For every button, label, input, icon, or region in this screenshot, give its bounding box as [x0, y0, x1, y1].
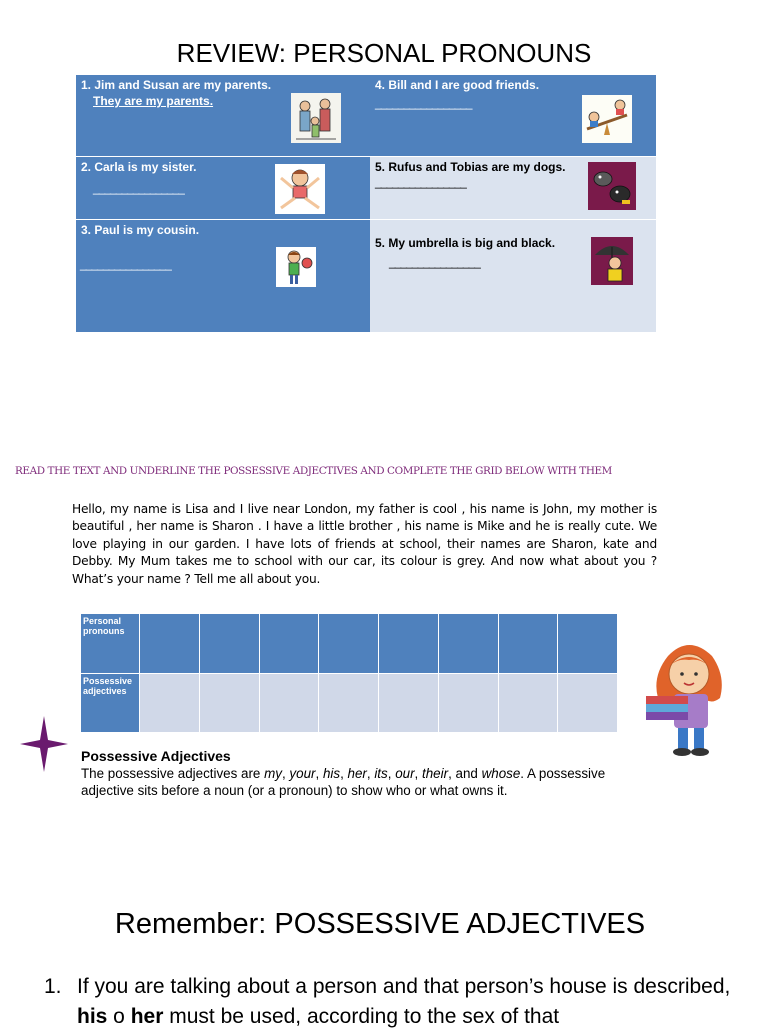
grid-cell[interactable] [498, 614, 558, 674]
grid-cell[interactable] [379, 673, 439, 733]
grid-cell[interactable] [498, 673, 558, 733]
pronoun-review-grid [76, 75, 656, 332]
grid-cell[interactable] [259, 673, 319, 733]
rule-number: 1. [44, 975, 62, 998]
pronoun-cell-5b [370, 220, 656, 332]
pronoun-sentence: 4. Bill and I are good friends. [375, 78, 540, 92]
pronoun-sentence: 1. Jim and Susan are my parents. [81, 78, 272, 92]
pronoun-cell-2 [76, 157, 370, 219]
pronoun-sentence: 5. My umbrella is big and black. [375, 236, 556, 250]
rule-text: If you are talking about a person and that person’s house is described, his o her must be used, according to the sex of that [77, 975, 731, 1028]
grid-label-personal-pronouns: Personal pronouns [81, 614, 140, 674]
grid-cell[interactable] [199, 614, 259, 674]
possessive-adjectives-note [81, 748, 641, 799]
possessive-adjectives-heading: Possessive Adjectives [81, 748, 231, 764]
answer-blank[interactable]: ________________ [93, 181, 184, 195]
remember-heading: Remember: POSSESSIVE ADJECTIVES [114, 908, 646, 940]
grid-cell[interactable] [438, 614, 498, 674]
grid-cell[interactable] [259, 614, 319, 674]
cousin-picture [276, 247, 316, 287]
page-title: REVIEW: PERSONAL PRONOUNS [176, 38, 592, 68]
rule-1 [44, 972, 744, 1032]
star-icon [20, 716, 68, 772]
umbrella-picture [591, 237, 633, 285]
sister-picture [275, 164, 325, 214]
reading-instruction: READ THE TEXT AND UNDERLINE THE POSSESSIVE ADJECTIVES AND COMPLETE THE GRID BELOW WITH THEM [15, 465, 612, 477]
dogs-picture [588, 162, 636, 210]
answer-blank[interactable]: _________________ [375, 96, 472, 110]
grid-cell[interactable] [140, 673, 200, 733]
pronoun-sentence: 2. Carla is my sister. [81, 160, 197, 174]
grid-label-possessive-adjectives: Possessive adjectives [81, 673, 140, 733]
pronoun-cell-4 [370, 75, 656, 156]
friends-seesaw-picture [582, 95, 632, 143]
answer-blank[interactable]: ________________ [80, 257, 171, 271]
grid-cell[interactable] [319, 673, 379, 733]
possessive-grid [80, 613, 618, 733]
answer-blank[interactable]: ________________ [375, 175, 466, 189]
possessive-adjectives-definition: The possessive adjectives are my, your, his, her, its, our, their, and whose. A possessive adjective sits before a noun (or a pronoun) to show who or what owns it. [81, 766, 606, 798]
pronoun-cell-5a [370, 157, 656, 219]
family-picture [291, 93, 341, 143]
grid-cell[interactable] [319, 614, 379, 674]
grid-row-possessive-adjectives [81, 673, 618, 733]
pronoun-sentence: 5. Rufus and Tobias are my dogs. [375, 160, 566, 174]
grid-cell[interactable] [379, 614, 439, 674]
grid-cell[interactable] [199, 673, 259, 733]
answer-blank[interactable]: ________________ [389, 255, 480, 269]
grid-cell[interactable] [558, 673, 618, 733]
grid-cell[interactable] [558, 614, 618, 674]
grid-cell[interactable] [140, 614, 200, 674]
pronoun-answer: They are my parents. [93, 94, 214, 108]
girl-with-books-picture [640, 636, 738, 760]
pronoun-cell-1 [76, 75, 370, 156]
reading-text: Hello, my name is Lisa and I live near London, my father is cool , his name is John, my mother is beautiful , her name is Sharon . I have a little brother , his name is Mike and he is really cute. We love playing in our garden. I have lots of friends at school, their names are Sharon, kate and Debby. My Mum takes me to school with our car, its colour is grey. And now what about you ? What’s your name ? Tell me all about you. [72, 502, 657, 586]
pronoun-sentence: 3. Paul is my cousin. [81, 223, 200, 237]
pronoun-cell-3 [76, 220, 370, 332]
grid-row-personal-pronouns [81, 614, 618, 674]
grid-cell[interactable] [438, 673, 498, 733]
